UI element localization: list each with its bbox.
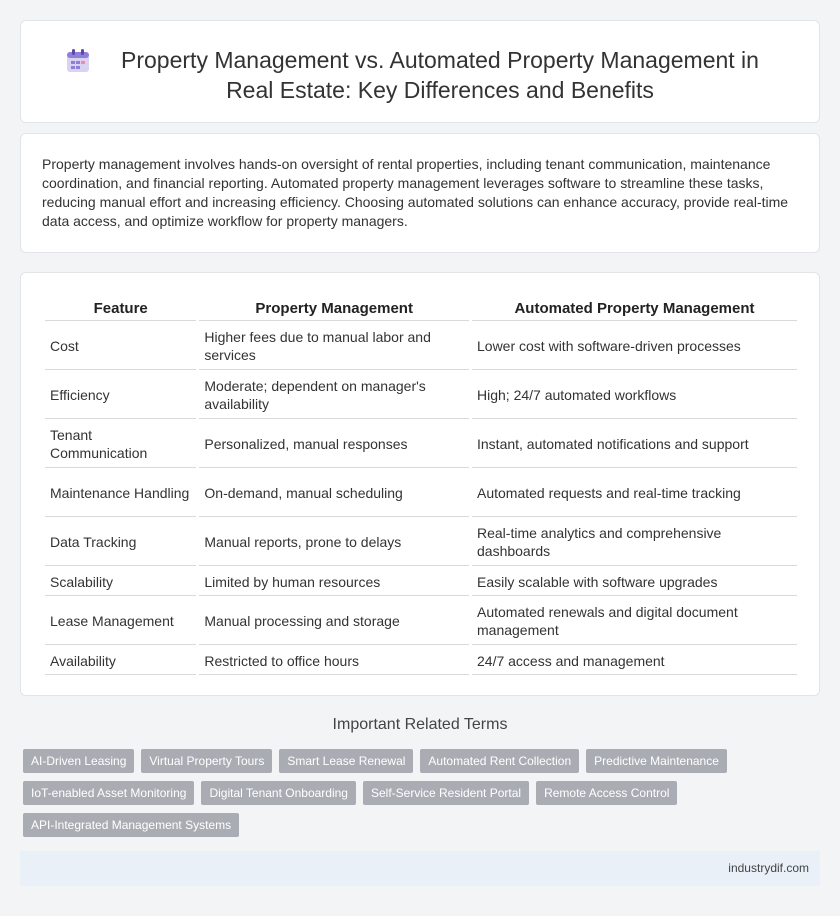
comparison-card [20, 272, 820, 696]
row-feature: Efficiency [45, 372, 196, 419]
tag-digital-tenant-onboarding[interactable]: Digital Tenant Onboarding [201, 781, 356, 805]
intro-paragraph: Property management involves hands-on oversight of rental properties, including tenant communication, maintenance coordination, and financial reporting. Automated property management leverages software to streamline these tasks, reducing manual effort and increasing efficiency. Choosing automated solutions can enhance accuracy, provide real-time data access, and optimize workflow for property managers. [42, 156, 789, 229]
tag-smart-lease-renewal[interactable]: Smart Lease Renewal [279, 749, 413, 773]
row-property-management: Higher fees due to manual labor and services [199, 323, 469, 370]
tag-self-service-resident-portal[interactable]: Self-Service Resident Portal [363, 781, 529, 805]
table-row [45, 568, 797, 596]
header-property-management: Property Management [199, 299, 469, 321]
tag-predictive-maintenance[interactable]: Predictive Maintenance [586, 749, 727, 773]
row-property-management: On-demand, manual scheduling [199, 470, 469, 517]
page-title: Property Management vs. Automated Property Management in Real Estate: Key Differences and Benefits [121, 47, 759, 103]
tag-api-integrated-management-systems[interactable]: API-Integrated Management Systems [23, 813, 239, 837]
intro-card [20, 133, 820, 253]
row-feature: Data Tracking [45, 519, 196, 566]
table-row [45, 372, 797, 419]
tag-virtual-property-tours[interactable]: Virtual Property Tours [141, 749, 272, 773]
tag-iot-enabled-asset-monitoring[interactable]: IoT-enabled Asset Monitoring [23, 781, 194, 805]
row-feature: Scalability [45, 568, 196, 596]
table-row [45, 470, 797, 517]
row-property-management: Restricted to office hours [199, 647, 469, 675]
row-feature: Availability [45, 647, 196, 675]
row-feature: Lease Management [45, 598, 196, 645]
table-row [45, 323, 797, 370]
tag-automated-rent-collection[interactable]: Automated Rent Collection [420, 749, 579, 773]
row-property-management: Limited by human resources [199, 568, 469, 596]
header-automated-property-management: Automated Property Management [472, 299, 797, 321]
table-row [45, 519, 797, 566]
row-property-management: Moderate; dependent on manager's availability [199, 372, 469, 419]
header-feature: Feature [45, 299, 196, 321]
related-terms-heading: Important Related Terms [332, 716, 508, 733]
tag-remote-access-control[interactable]: Remote Access Control [536, 781, 677, 805]
row-automated: Automated renewals and digital document management [472, 598, 797, 645]
row-automated: Real-time analytics and comprehensive dashboards [472, 519, 797, 566]
row-property-management: Manual reports, prone to delays [199, 519, 469, 566]
comparison-table [42, 297, 800, 677]
table-row [45, 647, 797, 675]
row-property-management: Personalized, manual responses [199, 421, 469, 468]
row-automated: 24/7 access and management [472, 647, 797, 675]
footer [20, 851, 820, 886]
row-automated: Lower cost with software-driven processes [472, 323, 797, 370]
row-feature: Cost [45, 323, 196, 370]
row-automated: Easily scalable with software upgrades [472, 568, 797, 596]
row-automated: Automated requests and real-time tracking [472, 470, 797, 517]
table-row [45, 598, 797, 645]
row-feature: Tenant Communication [45, 421, 196, 468]
related-terms-list [23, 749, 823, 837]
title-card [20, 20, 820, 123]
table-header-row [45, 299, 797, 321]
tag-ai-driven-leasing[interactable]: AI-Driven Leasing [23, 749, 134, 773]
row-property-management: Manual processing and storage [199, 598, 469, 645]
row-automated: High; 24/7 automated workflows [472, 372, 797, 419]
row-automated: Instant, automated notifications and support [472, 421, 797, 468]
row-feature: Maintenance Handling [45, 470, 196, 517]
table-row [45, 421, 797, 468]
footer-site-link[interactable]: industrydif.com [728, 861, 809, 875]
